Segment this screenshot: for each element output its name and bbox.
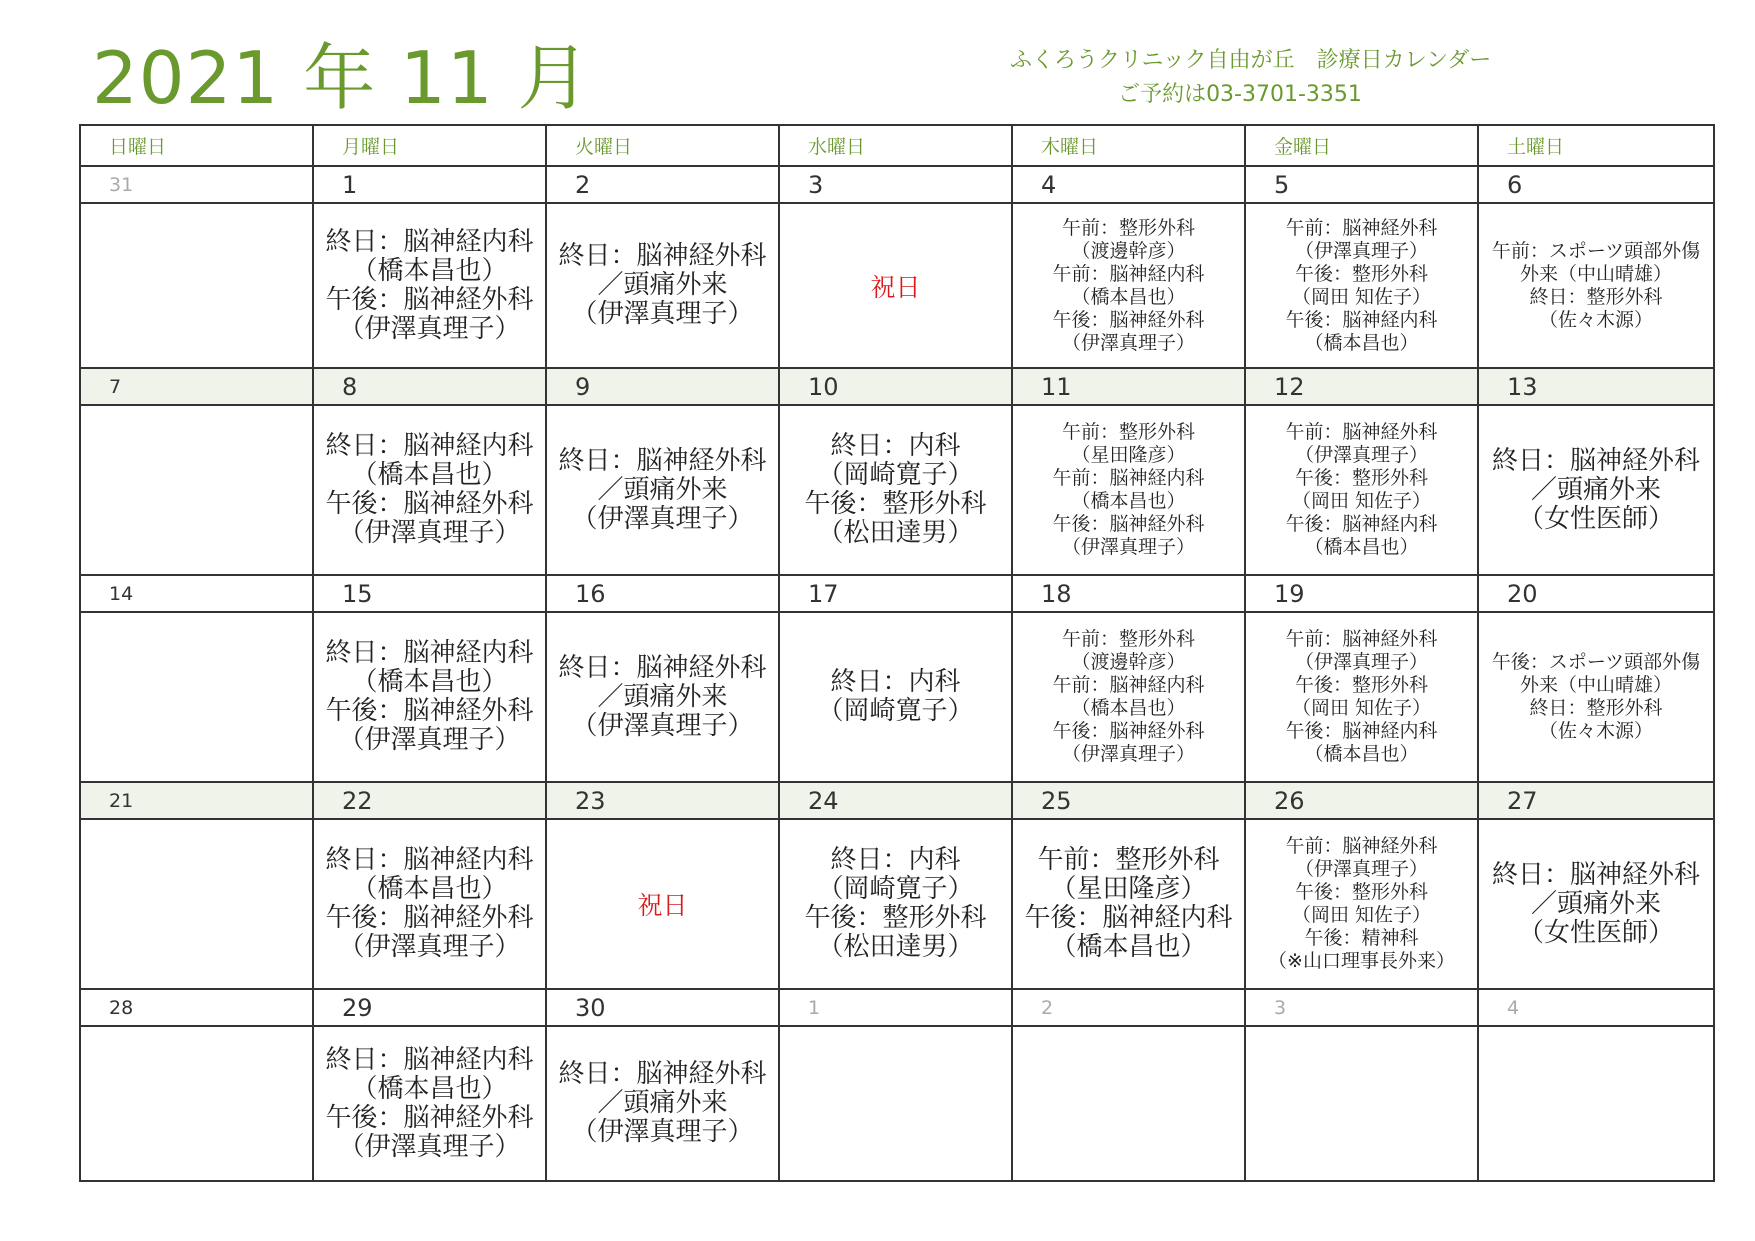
schedule-row	[80, 1026, 1714, 1181]
schedule-line: 午後：脳神経内科	[1285, 308, 1438, 331]
schedule-line: 午前：整形外科	[1061, 628, 1195, 650]
schedule-cell	[546, 203, 779, 368]
schedule-line: 終日：内科	[830, 667, 961, 697]
schedule-line: （星田隆彦）	[1071, 444, 1186, 466]
schedule-line: ／頭痛外来	[597, 474, 728, 505]
schedule-line: （伊澤真理子）	[338, 518, 521, 548]
day-number: 18	[1012, 575, 1245, 612]
schedule-line: （岡田 知佐子）	[1291, 904, 1432, 926]
day-number: 10	[779, 368, 1012, 405]
schedule-cell	[1245, 405, 1478, 575]
date-row	[80, 368, 1714, 405]
calendar-title: 2021 年 11 月	[92, 36, 591, 120]
schedule-cell	[779, 612, 1012, 782]
schedule-cell	[313, 1026, 546, 1181]
weekday-wednesday: 水曜日	[779, 125, 1012, 166]
schedule-cell	[80, 203, 313, 368]
schedule-cell	[1245, 612, 1478, 782]
day-number: 23	[546, 782, 779, 819]
schedule-line: ／頭痛外来	[1530, 888, 1661, 919]
schedule-row	[80, 612, 1714, 782]
schedule-line: 終日：整形外科	[1529, 697, 1663, 719]
schedule-line: 午前：脳神経外科	[1285, 835, 1438, 857]
schedule-line: ／頭痛外来	[597, 681, 728, 712]
weekday-header-row	[80, 125, 1714, 166]
schedule-line: 午後：整形外科	[1294, 674, 1428, 696]
schedule-line: 午前：整形外科	[1061, 421, 1195, 443]
schedule-line: （伊澤真理子）	[571, 503, 754, 534]
schedule-cell	[313, 405, 546, 575]
day-number: 26	[1245, 782, 1478, 819]
schedule-line: 終日：脳神経内科	[325, 1044, 534, 1075]
schedule-cell	[1012, 612, 1245, 782]
schedule-line: 午後：脳神経外科	[325, 903, 534, 933]
holiday-label: 祝日	[637, 891, 688, 920]
schedule-line: （伊澤真理子）	[1294, 239, 1428, 262]
day-number: 20	[1478, 575, 1714, 612]
day-number: 21	[80, 782, 313, 819]
schedule-line: （岡田 知佐子）	[1291, 285, 1432, 308]
date-row	[80, 782, 1714, 819]
date-row	[80, 989, 1714, 1026]
schedule-line: （渡邊幹彦）	[1071, 239, 1186, 262]
schedule-line: （橋本昌也）	[351, 460, 508, 490]
schedule-line: （岡崎寛子）	[817, 460, 974, 490]
day-number: 22	[313, 782, 546, 819]
day-number: 2	[1012, 989, 1245, 1026]
schedule-line: 午後：脳神経内科	[1024, 903, 1233, 933]
schedule-cell	[1012, 1026, 1245, 1181]
schedule-line: （松田達男）	[817, 932, 974, 962]
schedule-line: 終日：内科	[830, 431, 961, 461]
day-number: 8	[313, 368, 546, 405]
schedule-line: （伊澤真理子）	[1294, 651, 1428, 673]
schedule-line: （※山口理事長外来）	[1268, 950, 1455, 972]
day-number: 2	[546, 166, 779, 203]
schedule-cell	[779, 203, 1012, 368]
schedule-line: （伊澤真理子）	[1061, 743, 1195, 765]
day-number: 12	[1245, 368, 1478, 405]
schedule-cell	[1012, 819, 1245, 989]
schedule-line: 午後：脳神経外科	[325, 489, 534, 519]
schedule-line: （橋本昌也）	[1304, 331, 1419, 354]
schedule-line: 終日：脳神経内科	[325, 638, 534, 668]
schedule-line: （伊澤真理子）	[338, 932, 521, 962]
schedule-line: （橋本昌也）	[1071, 285, 1186, 308]
schedule-line: 終日：脳神経内科	[325, 845, 534, 875]
schedule-line: 午前：脳神経外科	[1285, 628, 1438, 650]
reservation-phone: ご予約は03-3701-3351	[1118, 82, 1362, 107]
schedule-cell	[546, 612, 779, 782]
schedule-cell	[1478, 819, 1714, 989]
schedule-line: （橋本昌也）	[1304, 743, 1419, 765]
schedule-line: （岡崎寛子）	[817, 696, 974, 726]
schedule-line: （橋本昌也）	[1071, 490, 1186, 512]
schedule-line: 午後：整形外科	[1294, 881, 1428, 903]
day-number: 9	[546, 368, 779, 405]
schedule-line: （女性医師）	[1517, 917, 1674, 948]
schedule-line: 終日：脳神経外科	[1491, 859, 1700, 890]
schedule-line: 午前：整形外科	[1037, 845, 1220, 875]
schedule-line: （星田隆彦）	[1050, 874, 1207, 904]
schedule-cell	[313, 203, 546, 368]
date-row	[80, 575, 1714, 612]
schedule-line: （橋本昌也）	[351, 667, 508, 697]
schedule-line: （渡邊幹彦）	[1071, 651, 1186, 673]
schedule-line: 午後：整形外科	[804, 489, 987, 519]
schedule-line: 午後：スポーツ頭部外傷	[1491, 651, 1701, 673]
schedule-line: 午後：脳神経外科	[325, 284, 534, 315]
day-number: 1	[313, 166, 546, 203]
day-number: 15	[313, 575, 546, 612]
day-number: 19	[1245, 575, 1478, 612]
schedule-row	[80, 203, 1714, 368]
schedule-line: 終日：脳神経内科	[325, 431, 534, 461]
weekday-thursday: 木曜日	[1012, 125, 1245, 166]
schedule-line: 終日：脳神経外科	[558, 1059, 767, 1089]
schedule-line: （伊澤真理子）	[338, 1131, 521, 1162]
schedule-line: 午後：脳神経外科	[325, 696, 534, 726]
schedule-line: （伊澤真理子）	[571, 710, 754, 741]
day-number: 1	[779, 989, 1012, 1026]
day-number: 11	[1012, 368, 1245, 405]
schedule-line: ／頭痛外来	[597, 270, 728, 300]
schedule-line: 午後：整形外科	[1294, 262, 1428, 285]
weekday-monday: 月曜日	[313, 125, 546, 166]
day-number: 3	[779, 166, 1012, 203]
schedule-cell	[80, 612, 313, 782]
day-number: 31	[80, 166, 313, 203]
day-number: 30	[546, 989, 779, 1026]
day-number: 14	[80, 575, 313, 612]
schedule-line: 午後：脳神経外科	[1052, 513, 1205, 535]
schedule-line: 終日：脳神経外科	[1491, 445, 1700, 476]
schedule-line: 外来（中山晴雄）	[1519, 674, 1672, 696]
day-number: 29	[313, 989, 546, 1026]
schedule-line: 午前：脳神経内科	[1052, 467, 1205, 489]
schedule-line: （岡崎寛子）	[817, 874, 974, 904]
schedule-line: 終日：脳神経外科	[558, 652, 767, 683]
schedule-line: 午前：脳神経内科	[1052, 262, 1205, 285]
schedule-line: （伊澤真理子）	[571, 1117, 754, 1147]
schedule-cell	[80, 1026, 313, 1181]
day-number: 27	[1478, 782, 1714, 819]
schedule-line: （伊澤真理子）	[1294, 858, 1428, 880]
schedule-line: （岡田 知佐子）	[1291, 697, 1432, 719]
schedule-line: （佐々木源）	[1538, 720, 1653, 742]
holiday-label: 祝日	[870, 272, 921, 302]
day-number: 17	[779, 575, 1012, 612]
schedule-line: 午後：整形外科	[804, 903, 987, 933]
schedule-row	[80, 819, 1714, 989]
schedule-cell	[1012, 203, 1245, 368]
schedule-cell	[779, 405, 1012, 575]
schedule-row	[80, 405, 1714, 575]
schedule-line: （橋本昌也）	[1304, 536, 1419, 558]
date-row	[80, 166, 1714, 203]
weekday-saturday: 土曜日	[1478, 125, 1714, 166]
schedule-line: 午後：精神科	[1304, 927, 1419, 949]
day-number: 25	[1012, 782, 1245, 819]
day-number: 5	[1245, 166, 1478, 203]
day-number: 13	[1478, 368, 1714, 405]
schedule-cell	[1478, 1026, 1714, 1181]
weekday-friday: 金曜日	[1245, 125, 1478, 166]
schedule-line: 終日：脳神経内科	[325, 226, 534, 257]
schedule-cell	[546, 1026, 779, 1181]
schedule-line: 外来（中山晴雄）	[1519, 262, 1672, 285]
schedule-line: 午前：整形外科	[1061, 216, 1195, 239]
schedule-line: （伊澤真理子）	[338, 313, 521, 344]
schedule-line: （伊澤真理子）	[571, 299, 754, 329]
schedule-line: （伊澤真理子）	[338, 725, 521, 755]
schedule-line: 午後：脳神経外科	[325, 1102, 534, 1133]
schedule-line: 終日：整形外科	[1529, 285, 1663, 308]
schedule-line: 午後：脳神経外科	[1052, 720, 1205, 742]
schedule-line: 午後：整形外科	[1294, 467, 1428, 489]
schedule-line: 午後：脳神経内科	[1285, 513, 1438, 535]
weekday-tuesday: 火曜日	[546, 125, 779, 166]
schedule-cell	[1478, 612, 1714, 782]
day-number: 6	[1478, 166, 1714, 203]
schedule-cell	[80, 405, 313, 575]
schedule-cell	[546, 405, 779, 575]
schedule-cell	[1245, 203, 1478, 368]
day-number: 28	[80, 989, 313, 1026]
schedule-line: （橋本昌也）	[1050, 932, 1207, 962]
schedule-cell	[313, 819, 546, 989]
schedule-line: ／頭痛外来	[1530, 474, 1661, 505]
schedule-cell	[1478, 203, 1714, 368]
schedule-line: （伊澤真理子）	[1061, 536, 1195, 558]
weekday-sunday: 日曜日	[80, 125, 313, 166]
schedule-cell	[1245, 819, 1478, 989]
schedule-line: 終日：脳神経外科	[558, 241, 767, 271]
schedule-line: 午前：脳神経外科	[1285, 421, 1438, 443]
schedule-cell	[1245, 1026, 1478, 1181]
schedule-line: （伊澤真理子）	[1294, 444, 1428, 466]
day-number: 3	[1245, 989, 1478, 1026]
schedule-line: 午前：スポーツ頭部外傷	[1491, 239, 1701, 262]
schedule-line: （佐々木源）	[1538, 308, 1653, 331]
schedule-line: （橋本昌也）	[351, 1073, 508, 1104]
schedule-line: ／頭痛外来	[597, 1088, 728, 1118]
clinic-info	[1010, 44, 1492, 112]
clinic-name: ふくろうクリニック自由が丘 診療日カレンダー	[1010, 48, 1492, 73]
schedule-cell	[1012, 405, 1245, 575]
day-number: 4	[1012, 166, 1245, 203]
schedule-line: （橋本昌也）	[351, 255, 508, 286]
schedule-line: 午前：脳神経外科	[1285, 216, 1438, 239]
schedule-line: （橋本昌也）	[351, 874, 508, 904]
schedule-line: （松田達男）	[817, 518, 974, 548]
schedule-line: 終日：内科	[830, 845, 961, 875]
schedule-line: 午前：脳神経内科	[1052, 674, 1205, 696]
schedule-cell	[779, 819, 1012, 989]
schedule-cell	[80, 819, 313, 989]
schedule-line: （橋本昌也）	[1071, 697, 1186, 719]
schedule-cell	[1478, 405, 1714, 575]
schedule-cell	[779, 1026, 1012, 1181]
schedule-line: （女性医師）	[1517, 503, 1674, 534]
day-number: 7	[80, 368, 313, 405]
schedule-line: 午後：脳神経外科	[1052, 308, 1205, 331]
schedule-line: （伊澤真理子）	[1061, 331, 1195, 354]
day-number: 4	[1478, 989, 1714, 1026]
schedule-line: 午後：脳神経内科	[1285, 720, 1438, 742]
day-number: 24	[779, 782, 1012, 819]
schedule-line: 終日：脳神経外科	[558, 445, 767, 476]
schedule-cell	[546, 819, 779, 989]
schedule-cell	[313, 612, 546, 782]
day-number: 16	[546, 575, 779, 612]
schedule-line: （岡田 知佐子）	[1291, 490, 1432, 512]
calendar-grid	[79, 124, 1715, 1182]
